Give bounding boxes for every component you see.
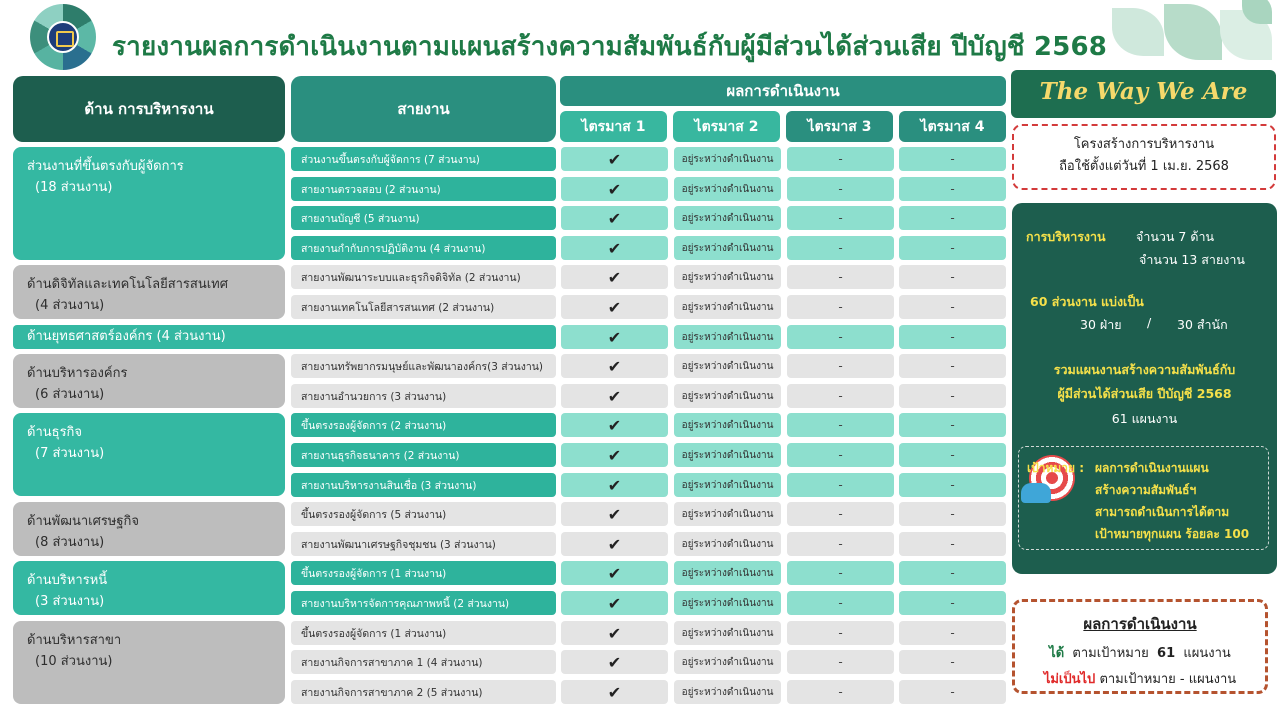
unit-row-label: ขึ้นตรงรองผู้จัดการ (1 ส่วนงาน): [291, 561, 556, 585]
side-group-name: ส่วนงานที่ขึ้นตรงกับผู้จัดการ: [27, 159, 184, 174]
q4-status: -: [899, 265, 1006, 289]
result-title: ผลการดำเนินงาน: [1083, 615, 1197, 633]
q4-status: -: [899, 591, 1006, 615]
unit-row-label: สายงานบริหารจัดการคุณภาพหนี้ (2 ส่วนงาน): [291, 591, 556, 615]
side-group-count: (3 ส่วนงาน): [35, 594, 105, 609]
goal-line-4: เป้าหมายทุกแผน ร้อยละ 100: [1095, 527, 1250, 541]
q2-status: อยู่ระหว่างดำเนินงาน: [674, 325, 781, 349]
q4-status: -: [899, 147, 1006, 171]
q4-status: -: [899, 650, 1006, 674]
result-bad-line: [1015, 668, 1265, 689]
side-group-count: (10 ส่วนงาน): [35, 654, 113, 669]
q2-status: อยู่ระหว่างดำเนินงาน: [674, 354, 781, 378]
side-group-count: (4 ส่วนงาน): [35, 298, 105, 313]
q4-status: -: [899, 502, 1006, 526]
side-group-count: (7 ส่วนงาน): [35, 446, 105, 461]
q2-status: อยู่ระหว่างดำเนินงาน: [674, 561, 781, 585]
structure-note: [1012, 124, 1276, 190]
unit-row-label: สายงานกิจการสาขาภาค 2 (5 ส่วนงาน): [291, 680, 556, 704]
q3-status: -: [787, 265, 894, 289]
q3-status: -: [787, 206, 894, 230]
header-quarter-4: ไตรมาส 4: [899, 111, 1006, 142]
side-group-6: [13, 561, 285, 615]
side-group-4: [13, 413, 285, 496]
q3-status: -: [787, 561, 894, 585]
header-quarter-1: ไตรมาส 1: [560, 111, 667, 142]
result-bad-label: ไม่เป็นไป: [1043, 672, 1096, 687]
q1-check-icon: ✔: [561, 561, 668, 585]
q2-status: อยู่ระหว่างดำเนินงาน: [674, 502, 781, 526]
divisions-count: 30 ฝ่าย: [1080, 317, 1122, 332]
q2-status: อยู่ระหว่างดำเนินงาน: [674, 265, 781, 289]
plan-line-1: รวมแผนงานสร้างความสัมพันธ์กับ: [1053, 362, 1236, 377]
goal-line-3: สามารถดำเนินการได้ตาม: [1095, 505, 1230, 519]
q4-status: -: [899, 384, 1006, 408]
unit-row-label: สายงานตรวจสอบ (2 ส่วนงาน): [291, 177, 556, 201]
q3-status: -: [787, 354, 894, 378]
side-group-count: (6 ส่วนงาน): [35, 387, 105, 402]
side-group-count: (8 ส่วนงาน): [35, 535, 105, 550]
q4-status: -: [899, 532, 1006, 556]
q2-status: อยู่ระหว่างดำเนินงาน: [674, 147, 781, 171]
side-group-3: [13, 354, 285, 408]
q1-check-icon: ✔: [561, 502, 668, 526]
q1-check-icon: ✔: [561, 413, 668, 437]
q4-status: -: [899, 295, 1006, 319]
unit-row-label: สายงานเทคโนโลยีสารสนเทศ (2 ส่วนงาน): [291, 295, 556, 319]
banner-text: The Way We Are: [1039, 78, 1248, 105]
header-unit-column: สายงาน: [291, 76, 556, 142]
side-group-name: ด้านบริหารสาขา: [27, 633, 122, 648]
goal-label: เป้าหมาย :: [1027, 461, 1085, 475]
q3-status: -: [787, 413, 894, 437]
offices-count: 30 สำนัก: [1177, 317, 1228, 332]
plan-count: 61 แผนงาน: [1111, 411, 1178, 426]
q3-status: -: [787, 443, 894, 467]
q1-check-icon: ✔: [561, 532, 668, 556]
unit-row-label: สายงานพัฒนาเศรษฐกิจชุมชน (3 ส่วนงาน): [291, 532, 556, 556]
side-group-name: ด้านยุทธศาสตร์องค์กร (4 ส่วนงาน): [27, 329, 226, 344]
q1-check-icon: ✔: [561, 295, 668, 319]
emblem-icon: [47, 21, 79, 53]
q3-status: -: [787, 650, 894, 674]
q1-check-icon: ✔: [561, 473, 668, 497]
q3-status: -: [787, 295, 894, 319]
goal-line-1: ผลการดำเนินงานแผน: [1095, 461, 1209, 475]
unit-row-label: ขึ้นตรงรองผู้จัดการ (5 ส่วนงาน): [291, 502, 556, 526]
side-group-name: ด้านบริหารหนี้: [27, 573, 108, 588]
the-way-we-are-banner: [1011, 70, 1276, 118]
mgmt-units: จำนวน 13 สายงาน: [1139, 252, 1245, 267]
unit-row-label: ขึ้นตรงรองผู้จัดการ (1 ส่วนงาน): [291, 621, 556, 645]
q2-status: อยู่ระหว่างดำเนินงาน: [674, 650, 781, 674]
result-ok-line: [1015, 642, 1265, 663]
result-ok-label: ได้: [1049, 646, 1065, 661]
summary-panel: [1012, 203, 1277, 574]
q3-status: -: [787, 591, 894, 615]
page-title: รายงานผลการดำเนินงานตามแผนสร้างความสัมพันธ์กับผู้มีส่วนได้ส่วนเสีย ปีบัญชี 2568: [112, 32, 1108, 62]
q3-status: -: [787, 502, 894, 526]
q2-status: อยู่ระหว่างดำเนินงาน: [674, 680, 781, 704]
q4-status: -: [899, 621, 1006, 645]
q1-check-icon: ✔: [561, 621, 668, 645]
unit-row-label: สายงานทรัพยากรมนุษย์และพัฒนาองค์กร(3 ส่วนงาน): [291, 354, 556, 378]
q2-status: อยู่ระหว่างดำเนินงาน: [674, 591, 781, 615]
result-ok-unit: แผนงาน: [1183, 646, 1231, 661]
header-quarter-3: ไตรมาส 3: [786, 111, 893, 142]
q1-check-icon: ✔: [561, 177, 668, 201]
q1-check-icon: ✔: [561, 147, 668, 171]
q3-status: -: [787, 325, 894, 349]
q1-check-icon: ✔: [561, 325, 668, 349]
q1-check-icon: ✔: [561, 650, 668, 674]
q2-status: อยู่ระหว่างดำเนินงาน: [674, 384, 781, 408]
side-group-name: ด้านพัฒนาเศรษฐกิจ: [27, 514, 140, 529]
q1-check-icon: ✔: [561, 443, 668, 467]
unit-row-label: ส่วนงานขึ้นตรงกับผู้จัดการ (7 ส่วนงาน): [291, 147, 556, 171]
q2-status: อยู่ระหว่างดำเนินงาน: [674, 532, 781, 556]
side-group-name: ด้านดิจิทัลและเทคโนโลยีสารสนเทศ: [27, 277, 228, 292]
q3-status: -: [787, 384, 894, 408]
q2-status: อยู่ระหว่างดำเนินงาน: [674, 177, 781, 201]
goal-box: [1018, 446, 1269, 550]
unit-row-label: สายงานธุรกิจธนาคาร (2 ส่วนงาน): [291, 443, 556, 467]
q3-status: -: [787, 473, 894, 497]
result-ok-text: ตามเป้าหมาย: [1072, 646, 1149, 661]
mgmt-label: การบริหารงาน: [1026, 229, 1106, 244]
header-result-column: ผลการดำเนินงาน: [560, 76, 1006, 106]
q3-status: -: [787, 532, 894, 556]
q4-status: -: [899, 561, 1006, 585]
sections-label: 60 ส่วนงาน แบ่งเป็น: [1030, 294, 1144, 309]
q3-status: -: [787, 147, 894, 171]
unit-row-label: สายงานบัญชี (5 ส่วนงาน): [291, 206, 556, 230]
q4-status: -: [899, 236, 1006, 260]
q1-check-icon: ✔: [561, 236, 668, 260]
unit-row-label: สายงานบริหารงานสินเชื่อ (3 ส่วนงาน): [291, 473, 556, 497]
q2-status: อยู่ระหว่างดำเนินงาน: [674, 206, 781, 230]
q4-status: -: [899, 473, 1006, 497]
header-side-column: ด้าน การบริหารงาน: [13, 76, 285, 142]
q2-status: อยู่ระหว่างดำเนินงาน: [674, 295, 781, 319]
slash-separator: /: [1147, 315, 1152, 330]
q1-check-icon: ✔: [561, 265, 668, 289]
result-box: [1012, 599, 1268, 694]
side-group-7: [13, 621, 285, 704]
plan-line-2: ผู้มีส่วนได้ส่วนเสีย ปีบัญชี 2568: [1057, 386, 1232, 401]
q1-check-icon: ✔: [561, 206, 668, 230]
goal-line-2: สร้างความสัมพันธ์ฯ: [1095, 483, 1197, 497]
header-quarter-2: ไตรมาส 2: [673, 111, 780, 142]
q3-status: -: [787, 177, 894, 201]
q1-check-icon: ✔: [561, 354, 668, 378]
q4-status: -: [899, 443, 1006, 467]
q4-status: -: [899, 177, 1006, 201]
unit-row-label: ขึ้นตรงรองผู้จัดการ (2 ส่วนงาน): [291, 413, 556, 437]
structure-line-1: โครงสร้างการบริหารงาน: [1073, 137, 1215, 152]
side-group-name: ด้านธุรกิจ: [27, 425, 83, 440]
side-group-count: (18 ส่วนงาน): [35, 180, 113, 195]
side-group-0: [13, 147, 285, 260]
q3-status: -: [787, 236, 894, 260]
q1-check-icon: ✔: [561, 384, 668, 408]
result-bad-text: ตามเป้าหมาย - แผนงาน: [1099, 672, 1237, 687]
leaf-decoration: [1102, 0, 1280, 66]
q2-status: อยู่ระหว่างดำเนินงาน: [674, 621, 781, 645]
q1-check-icon: ✔: [561, 591, 668, 615]
mgmt-sides: จำนวน 7 ด้าน: [1136, 229, 1215, 244]
side-group-name: ด้านบริหารองค์กร: [27, 366, 128, 381]
side-group-1: [13, 265, 285, 319]
organization-logo: [30, 4, 96, 70]
side-group-2: [13, 325, 556, 349]
unit-row-label: สายงานอำนวยการ (3 ส่วนงาน): [291, 384, 556, 408]
q3-status: -: [787, 621, 894, 645]
q2-status: อยู่ระหว่างดำเนินงาน: [674, 473, 781, 497]
q2-status: อยู่ระหว่างดำเนินงาน: [674, 443, 781, 467]
unit-row-label: สายงานพัฒนาระบบและธุรกิจดิจิทัล (2 ส่วนงาน): [291, 265, 556, 289]
side-group-5: [13, 502, 285, 556]
structure-line-2: ถือใช้ตั้งแต่วันที่ 1 เม.ย. 2568: [1059, 159, 1229, 174]
q4-status: -: [899, 680, 1006, 704]
q3-status: -: [787, 680, 894, 704]
unit-row-label: สายงานกำกับการปฏิบัติงาน (4 ส่วนงาน): [291, 236, 556, 260]
q4-status: -: [899, 206, 1006, 230]
result-ok-count: 61: [1157, 646, 1176, 661]
q4-status: -: [899, 354, 1006, 378]
q1-check-icon: ✔: [561, 680, 668, 704]
q2-status: อยู่ระหว่างดำเนินงาน: [674, 413, 781, 437]
q4-status: -: [899, 413, 1006, 437]
q4-status: -: [899, 325, 1006, 349]
unit-row-label: สายงานกิจการสาขาภาค 1 (4 ส่วนงาน): [291, 650, 556, 674]
q2-status: อยู่ระหว่างดำเนินงาน: [674, 236, 781, 260]
